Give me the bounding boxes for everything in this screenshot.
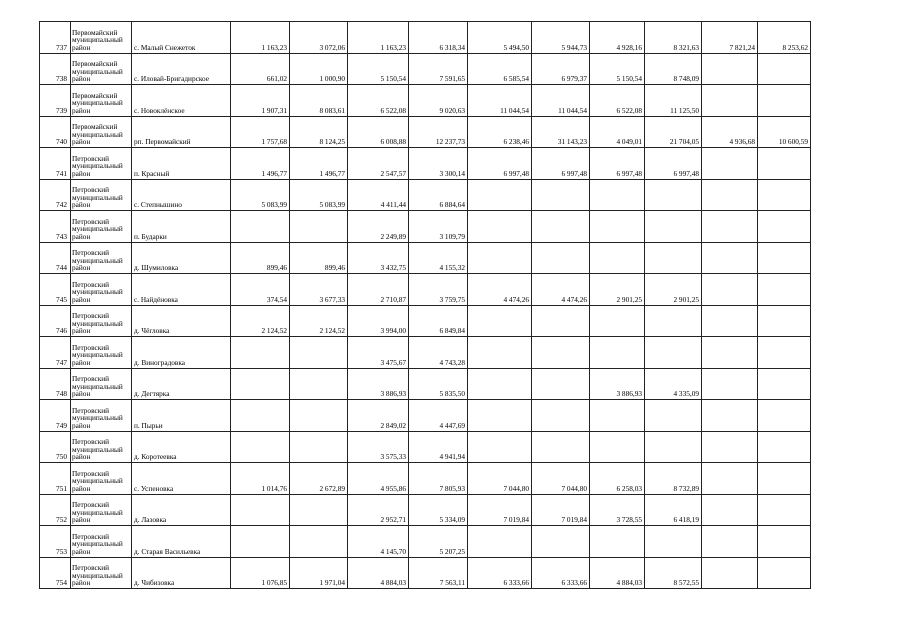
value-cell: 1 757,68	[231, 116, 290, 148]
locality-cell: д. Шумиловка	[132, 242, 231, 274]
value-cell	[468, 431, 532, 463]
value-cell	[702, 557, 758, 589]
value-cell	[590, 400, 645, 432]
value-cell	[532, 305, 590, 337]
table-row	[40, 305, 811, 337]
value-cell: 2 849,02	[348, 400, 409, 432]
table-row	[40, 431, 811, 463]
value-cell: 7 019,84	[468, 494, 532, 526]
value-cell: 8 748,09	[645, 53, 702, 85]
value-cell: 2 249,89	[348, 211, 409, 243]
value-cell: 4 474,26	[532, 274, 590, 306]
table-row	[40, 494, 811, 526]
value-cell: 6 997,48	[532, 148, 590, 180]
value-cell: 2 952,71	[348, 494, 409, 526]
value-cell	[758, 274, 811, 306]
row-number-cell: 752	[40, 494, 71, 526]
district-cell: Петровский муниципальный район	[71, 211, 132, 243]
value-cell: 3 728,55	[590, 494, 645, 526]
value-cell: 899,46	[231, 242, 290, 274]
value-cell: 4 474,26	[468, 274, 532, 306]
value-cell	[702, 305, 758, 337]
value-cell	[645, 526, 702, 558]
district-cell: Петровский муниципальный район	[71, 305, 132, 337]
value-cell	[231, 337, 290, 369]
value-cell: 3 886,93	[590, 368, 645, 400]
locality-cell: с. Новоклёнское	[132, 85, 231, 117]
value-cell	[590, 526, 645, 558]
value-cell	[532, 242, 590, 274]
table-row	[40, 179, 811, 211]
value-cell	[290, 337, 348, 369]
value-cell: 6 333,66	[532, 557, 590, 589]
locality-cell: п. Красный	[132, 148, 231, 180]
locality-cell: д. Виноградовка	[132, 337, 231, 369]
table-row	[40, 22, 811, 54]
row-number-cell: 746	[40, 305, 71, 337]
value-cell	[758, 463, 811, 495]
locality-cell: д. Лазовка	[132, 494, 231, 526]
value-cell	[532, 337, 590, 369]
value-cell: 7 044,80	[468, 463, 532, 495]
table-row	[40, 211, 811, 243]
value-cell	[702, 368, 758, 400]
value-cell	[231, 494, 290, 526]
district-cell: Петровский муниципальный район	[71, 557, 132, 589]
value-cell: 2 672,89	[290, 463, 348, 495]
value-cell	[702, 431, 758, 463]
value-cell: 4 335,09	[645, 368, 702, 400]
district-cell: Петровский муниципальный район	[71, 274, 132, 306]
value-cell	[231, 368, 290, 400]
value-cell	[468, 526, 532, 558]
locality-cell: с. Малый Снежеток	[132, 22, 231, 54]
value-cell: 7 821,24	[702, 22, 758, 54]
value-cell: 3 677,33	[290, 274, 348, 306]
value-cell: 1 163,23	[348, 22, 409, 54]
value-cell: 3 575,33	[348, 431, 409, 463]
row-number-cell: 744	[40, 242, 71, 274]
value-cell: 21 704,05	[645, 116, 702, 148]
value-cell	[590, 211, 645, 243]
value-cell: 6 979,37	[532, 53, 590, 85]
value-cell: 6 318,34	[409, 22, 468, 54]
locality-cell: п. Пырьи	[132, 400, 231, 432]
value-cell: 1 496,77	[290, 148, 348, 180]
locality-cell: с. Иловай-Бригадирское	[132, 53, 231, 85]
value-cell: 6 522,08	[590, 85, 645, 117]
value-cell: 3 109,79	[409, 211, 468, 243]
row-number-cell: 750	[40, 431, 71, 463]
value-cell: 4 411,44	[348, 179, 409, 211]
locality-cell: п. Бударки	[132, 211, 231, 243]
value-cell: 3 886,93	[348, 368, 409, 400]
value-cell: 6 997,48	[645, 148, 702, 180]
value-cell: 4 145,70	[348, 526, 409, 558]
row-number-cell: 742	[40, 179, 71, 211]
value-cell: 5 083,99	[231, 179, 290, 211]
table-row	[40, 557, 811, 589]
row-number-cell: 753	[40, 526, 71, 558]
value-cell	[468, 211, 532, 243]
value-cell: 5 944,73	[532, 22, 590, 54]
value-cell	[532, 368, 590, 400]
value-cell: 661,02	[231, 53, 290, 85]
value-cell: 5 494,50	[468, 22, 532, 54]
district-cell: Петровский муниципальный район	[71, 179, 132, 211]
value-cell: 5 334,09	[409, 494, 468, 526]
value-cell	[290, 526, 348, 558]
value-cell: 11 044,54	[468, 85, 532, 117]
locality-cell: с. Успеновка	[132, 463, 231, 495]
district-cell: Первомайский муниципальный район	[71, 22, 132, 54]
value-cell	[702, 463, 758, 495]
value-cell	[702, 526, 758, 558]
district-cell: Петровский муниципальный район	[71, 526, 132, 558]
locality-cell: д. Чибизовка	[132, 557, 231, 589]
locality-cell: д. Чёгловка	[132, 305, 231, 337]
value-cell: 4 955,86	[348, 463, 409, 495]
value-cell: 8 572,55	[645, 557, 702, 589]
value-cell: 6 258,03	[590, 463, 645, 495]
row-number-cell: 748	[40, 368, 71, 400]
value-cell	[290, 368, 348, 400]
value-cell	[702, 274, 758, 306]
value-cell: 3 994,00	[348, 305, 409, 337]
table-row	[40, 242, 811, 274]
value-cell	[468, 305, 532, 337]
value-cell	[231, 211, 290, 243]
district-cell: Петровский муниципальный район	[71, 368, 132, 400]
value-cell	[590, 305, 645, 337]
value-cell	[468, 242, 532, 274]
locality-cell: д. Старая Васильевка	[132, 526, 231, 558]
value-cell: 3 759,75	[409, 274, 468, 306]
value-cell: 5 150,54	[348, 53, 409, 85]
value-cell	[702, 53, 758, 85]
value-cell	[702, 494, 758, 526]
value-cell	[590, 242, 645, 274]
value-cell: 4 941,94	[409, 431, 468, 463]
table-row	[40, 526, 811, 558]
value-cell: 2 124,52	[231, 305, 290, 337]
value-cell: 11 125,50	[645, 85, 702, 117]
row-number-cell: 737	[40, 22, 71, 54]
value-cell	[231, 526, 290, 558]
district-cell: Петровский муниципальный район	[71, 337, 132, 369]
value-cell	[532, 526, 590, 558]
table-row	[40, 337, 811, 369]
value-cell: 2 710,87	[348, 274, 409, 306]
value-cell	[645, 179, 702, 211]
locality-cell: с. Найдёновка	[132, 274, 231, 306]
value-cell: 7 044,80	[532, 463, 590, 495]
district-cell: Первомайский муниципальный район	[71, 85, 132, 117]
tariff-table	[39, 21, 811, 589]
value-cell	[645, 400, 702, 432]
value-cell: 2 901,25	[590, 274, 645, 306]
value-cell	[645, 337, 702, 369]
value-cell	[758, 400, 811, 432]
value-cell	[758, 148, 811, 180]
value-cell: 8 083,61	[290, 85, 348, 117]
district-cell: Петровский муниципальный район	[71, 494, 132, 526]
district-cell: Первомайский муниципальный район	[71, 116, 132, 148]
value-cell	[468, 368, 532, 400]
value-cell: 6 008,88	[348, 116, 409, 148]
value-cell: 31 143,23	[532, 116, 590, 148]
value-cell: 6 997,48	[468, 148, 532, 180]
value-cell	[758, 494, 811, 526]
table-row	[40, 148, 811, 180]
value-cell	[532, 431, 590, 463]
row-number-cell: 751	[40, 463, 71, 495]
value-cell: 8 321,63	[645, 22, 702, 54]
value-cell	[645, 305, 702, 337]
value-cell: 6 238,46	[468, 116, 532, 148]
row-number-cell: 740	[40, 116, 71, 148]
value-cell: 7 805,93	[409, 463, 468, 495]
value-cell: 6 997,48	[590, 148, 645, 180]
value-cell: 1 076,85	[231, 557, 290, 589]
row-number-cell: 749	[40, 400, 71, 432]
value-cell: 6 585,54	[468, 53, 532, 85]
value-cell: 6 418,19	[645, 494, 702, 526]
value-cell: 4 155,32	[409, 242, 468, 274]
value-cell: 374,54	[231, 274, 290, 306]
value-cell: 8 124,25	[290, 116, 348, 148]
value-cell	[290, 494, 348, 526]
value-cell	[758, 242, 811, 274]
value-cell: 9 020,63	[409, 85, 468, 117]
locality-cell: д. Коротеевка	[132, 431, 231, 463]
value-cell	[290, 211, 348, 243]
value-cell	[231, 400, 290, 432]
table-row	[40, 368, 811, 400]
table-row	[40, 463, 811, 495]
value-cell	[702, 179, 758, 211]
value-cell: 7 019,84	[532, 494, 590, 526]
value-cell: 5 835,50	[409, 368, 468, 400]
row-number-cell: 738	[40, 53, 71, 85]
value-cell	[758, 526, 811, 558]
value-cell	[532, 400, 590, 432]
value-cell	[468, 179, 532, 211]
value-cell: 4 743,28	[409, 337, 468, 369]
value-cell: 1 496,77	[231, 148, 290, 180]
value-cell: 6 884,64	[409, 179, 468, 211]
value-cell	[758, 179, 811, 211]
value-cell: 899,46	[290, 242, 348, 274]
value-cell	[702, 148, 758, 180]
value-cell: 2 124,52	[290, 305, 348, 337]
value-cell: 8 253,62	[758, 22, 811, 54]
value-cell	[702, 85, 758, 117]
value-cell	[532, 179, 590, 211]
value-cell	[290, 431, 348, 463]
value-cell: 4 884,03	[348, 557, 409, 589]
value-cell	[590, 179, 645, 211]
district-cell: Первомайский муниципальный район	[71, 53, 132, 85]
value-cell	[758, 305, 811, 337]
value-cell	[758, 557, 811, 589]
district-cell: Петровский муниципальный район	[71, 431, 132, 463]
value-cell	[758, 337, 811, 369]
value-cell	[645, 431, 702, 463]
value-cell: 1 907,31	[231, 85, 290, 117]
value-cell	[758, 85, 811, 117]
value-cell: 6 333,66	[468, 557, 532, 589]
value-cell	[290, 400, 348, 432]
value-cell: 1 971,04	[290, 557, 348, 589]
row-number-cell: 743	[40, 211, 71, 243]
value-cell: 4 049,01	[590, 116, 645, 148]
locality-cell: с. Степнышино	[132, 179, 231, 211]
table-row	[40, 116, 811, 148]
table-row	[40, 85, 811, 117]
value-cell: 2 547,57	[348, 148, 409, 180]
table-row	[40, 53, 811, 85]
value-cell	[758, 431, 811, 463]
value-cell	[702, 211, 758, 243]
value-cell	[702, 337, 758, 369]
value-cell	[468, 337, 532, 369]
value-cell: 4 928,16	[590, 22, 645, 54]
table-row	[40, 274, 811, 306]
district-cell: Петровский муниципальный район	[71, 400, 132, 432]
value-cell: 1 014,76	[231, 463, 290, 495]
value-cell	[758, 53, 811, 85]
value-cell: 6 522,08	[348, 85, 409, 117]
value-cell	[702, 242, 758, 274]
value-cell: 12 237,73	[409, 116, 468, 148]
row-number-cell: 747	[40, 337, 71, 369]
table-body	[40, 22, 811, 589]
value-cell	[758, 211, 811, 243]
row-number-cell: 739	[40, 85, 71, 117]
value-cell	[532, 211, 590, 243]
value-cell: 7 563,11	[409, 557, 468, 589]
value-cell	[468, 400, 532, 432]
value-cell: 3 432,75	[348, 242, 409, 274]
district-cell: Петровский муниципальный район	[71, 242, 132, 274]
row-number-cell: 741	[40, 148, 71, 180]
row-number-cell: 745	[40, 274, 71, 306]
value-cell	[590, 431, 645, 463]
value-cell: 5 083,99	[290, 179, 348, 211]
value-cell	[645, 211, 702, 243]
value-cell: 4 884,03	[590, 557, 645, 589]
value-cell: 4 936,68	[702, 116, 758, 148]
value-cell: 10 600,59	[758, 116, 811, 148]
value-cell: 6 849,84	[409, 305, 468, 337]
value-cell: 3 475,67	[348, 337, 409, 369]
locality-cell: рп. Первомайский	[132, 116, 231, 148]
value-cell	[758, 368, 811, 400]
value-cell: 11 044,54	[532, 85, 590, 117]
value-cell	[590, 337, 645, 369]
value-cell: 4 447,69	[409, 400, 468, 432]
value-cell	[231, 431, 290, 463]
value-cell	[645, 242, 702, 274]
locality-cell: д. Дегтярка	[132, 368, 231, 400]
table-row	[40, 400, 811, 432]
value-cell: 5 150,54	[590, 53, 645, 85]
value-cell: 7 591,65	[409, 53, 468, 85]
value-cell: 5 207,25	[409, 526, 468, 558]
value-cell: 8 732,89	[645, 463, 702, 495]
district-cell: Петровский муниципальный район	[71, 463, 132, 495]
value-cell	[702, 400, 758, 432]
row-number-cell: 754	[40, 557, 71, 589]
value-cell: 3 300,14	[409, 148, 468, 180]
value-cell: 3 072,06	[290, 22, 348, 54]
value-cell: 2 901,25	[645, 274, 702, 306]
value-cell: 1 163,23	[231, 22, 290, 54]
district-cell: Петровский муниципальный район	[71, 148, 132, 180]
value-cell: 1 000,90	[290, 53, 348, 85]
